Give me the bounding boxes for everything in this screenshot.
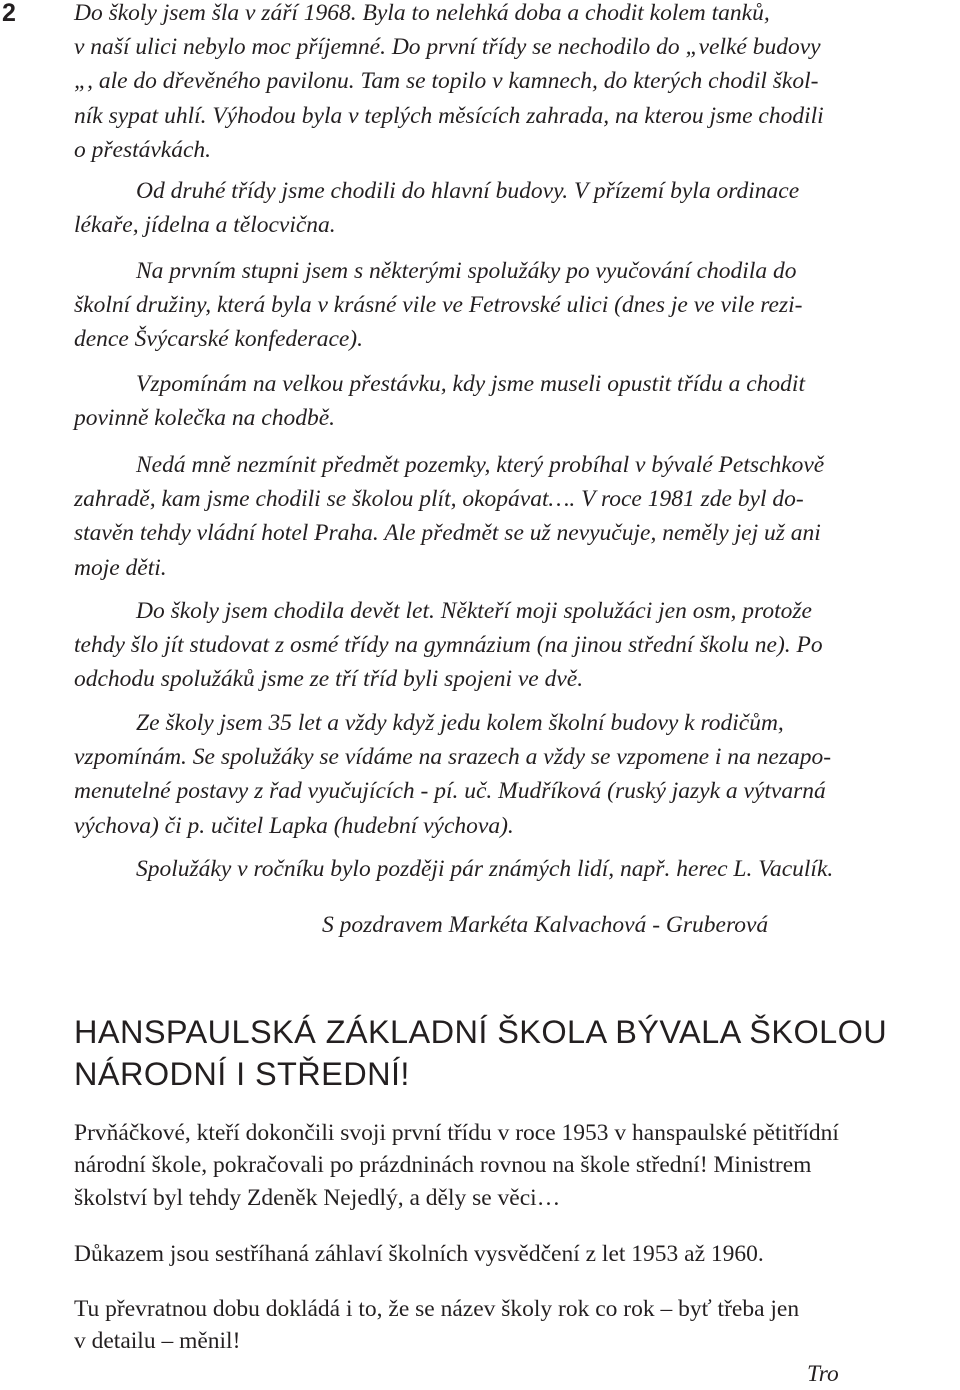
text-line: zahradě, kam jsme chodili se školou plít, okopávat…. V roce 1981 zde byl do- [74, 486, 804, 513]
text-line: „, ale do dřevěného pavilonu. Tam se topilo v kamnech, do kterých chodil škol- [74, 68, 819, 95]
text-line: Do školy jsem šla v září 1968. Byla to nelehká doba a chodit kolem tanků, [74, 0, 770, 26]
text-line: Důkazem jsou sestříhaná záhlaví školních vysvědčení z let 1953 až 1960. [74, 1241, 764, 1267]
letter-paragraph [74, 594, 954, 697]
letter-paragraph [74, 367, 954, 435]
text-line: v detailu – měnil! [74, 1328, 241, 1355]
article-headline [74, 1011, 954, 1095]
text-line: školství byl tehdy Zdeněk Nejedlý, a děly se věci… [74, 1184, 561, 1211]
article-paragraph [74, 1238, 958, 1270]
text-line: Nedá mně nezmínit předmět pozemky, který probíhal v bývalé Petschkově [136, 452, 825, 478]
text-line: Od druhé třídy jsme chodili do hlavní budovy. V přízemí byla ordinace [136, 178, 800, 204]
text-line: Na prvním stupni jsem s některými spolužáky po vyučování chodila do [136, 258, 797, 284]
text-line: moje děti. [74, 554, 167, 581]
text-line: povinně kolečka na chodbě. [74, 405, 336, 432]
letter-paragraph [74, 448, 954, 585]
letter-paragraph [74, 254, 954, 357]
article-paragraph [74, 1117, 958, 1214]
text-line: vzpomínám. Se spolužáky se vídáme na srazech a vždy se vzpomene i na nezapo- [74, 744, 832, 771]
article-paragraph [74, 1293, 958, 1358]
text-line: výchova) či p. učitel Lapka (hudební výchova). [74, 812, 514, 839]
headline-line: HANSPAULSKÁ ZÁKLADNÍ ŠKOLA BÝVALA ŠKOLOU [74, 1014, 888, 1050]
text-line: dence Švýcarské konfederace). [74, 326, 364, 353]
letter-paragraph [74, 0, 954, 167]
headline-line: NÁRODNÍ I STŘEDNÍ! [74, 1056, 410, 1092]
text-line: odchodu spolužáků jsme ze tří tříd byli spojeni ve dvě. [74, 666, 584, 693]
text-line: o přestávkách. [74, 136, 212, 163]
letter-paragraph [74, 852, 954, 886]
text-line: Ze školy jsem 35 let a vždy když jedu kolem školní budovy k rodičům, [136, 710, 784, 736]
page-number: 2 [2, 0, 16, 27]
text-line: v naší ulici nebylo moc příjemné. Do první třídy se nechodilo do „velké budovy [74, 34, 821, 61]
text-line: stavěn tehdy vládní hotel Praha. Ale předmět se už nevyučuje, neměly jej už ani [74, 520, 821, 547]
letter-paragraph [74, 174, 954, 242]
text-line: tehdy šlo jít studovat z osmé třídy na gymnázium (na jinou střední školu ne). Po [74, 632, 823, 659]
text-line: Spolužáky v ročníku bylo později pár známých lidí, např. herec L. Vaculík. [136, 856, 834, 882]
letter-paragraph [74, 706, 954, 843]
text-line: Tu převratnou dobu dokládá i to, že se název školy rok co rok – byť třeba jen [74, 1296, 800, 1322]
text-line: Do školy jsem chodila devět let. Někteří moji spolužáci jen osm, protože [136, 598, 812, 624]
article-author: Tro [807, 1361, 839, 1387]
text-line: Prvňáčkové, kteří dokončili svoji první třídu v roce 1953 v hanspaulské pětitřídní [74, 1120, 839, 1146]
text-line: Vzpomínám na velkou přestávku, kdy jsme museli opustit třídu a chodit [136, 371, 805, 397]
text-line: lékaře, jídelna a tělocvična. [74, 212, 336, 239]
text-line: národní škole, pokračovali po prázdninách rovnou na škole střední! Ministrem [74, 1152, 812, 1179]
letter-signature: S pozdravem Markéta Kalvachová - Gruberová [322, 912, 769, 938]
text-line: menutelné postavy z řad vyučujících - pí. uč. Mudříková (ruský jazyk a výtvarná [74, 778, 826, 805]
text-line: školní družiny, která byla v krásné vile ve Fetrovské ulici (dnes je ve vile rezi- [74, 292, 803, 319]
text-line: ník sypat uhlí. Výhodou byla v teplých měsících zahrada, na kterou jsme chodili [74, 102, 824, 129]
